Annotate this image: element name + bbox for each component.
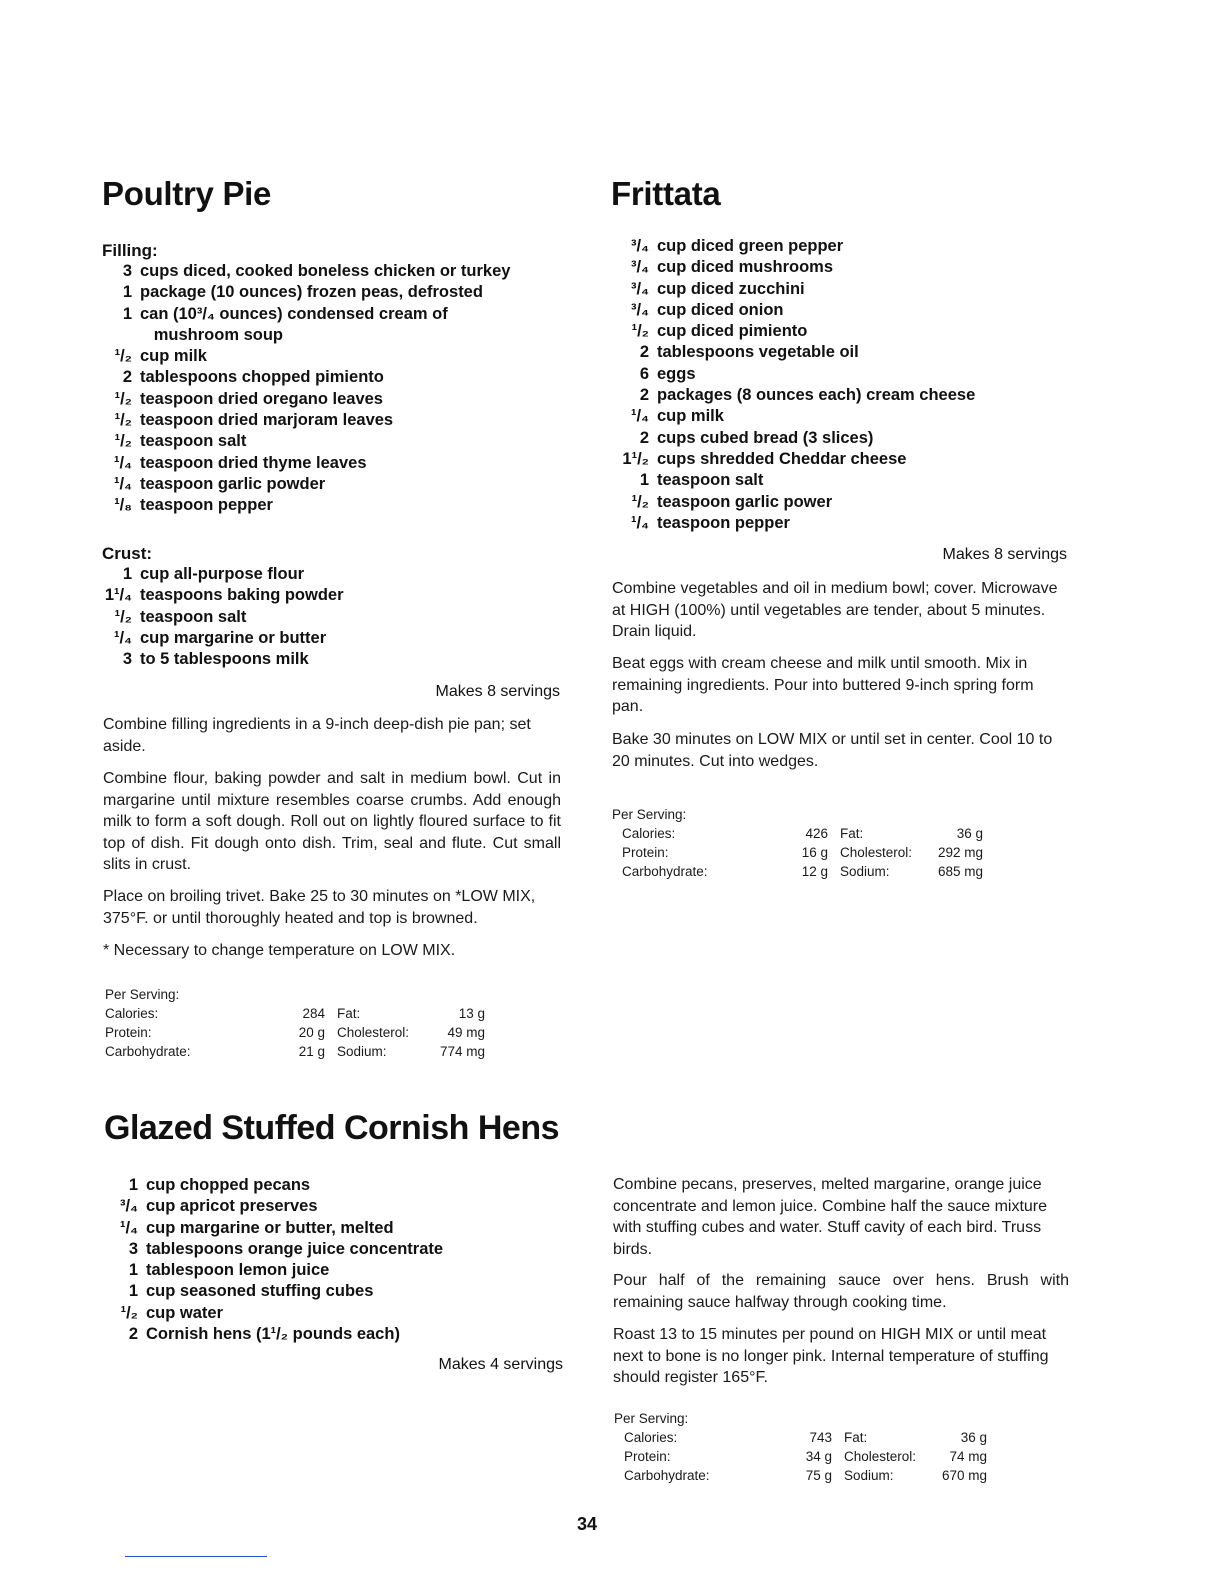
- nutrition-table: [624, 1428, 987, 1485]
- nutrition-row: [105, 1004, 485, 1023]
- cornish-hens-step-1: Combine pecans, preserves, melted margarine, orange juice concentrate and lemon juice. Combine half the sauce mixture with stuffing cubes and water. Stuff cavity of each bird. Truss birds.: [613, 1176, 1048, 1258]
- ingredient-quantity: ¹/₂: [631, 322, 649, 341]
- nutrient-value: 21 g: [298, 1044, 325, 1059]
- ingredient-quantity: ¹/₂: [114, 347, 132, 366]
- nutrient-label: Fat:: [337, 1006, 361, 1021]
- frittata-ingredient-list: [612, 236, 975, 534]
- ingredient-quantity: ¹/₂: [114, 432, 132, 451]
- ingredient-item: [105, 1303, 443, 1324]
- ingredient-item: [102, 431, 510, 452]
- poultry-pie-crust-section: [102, 543, 344, 670]
- ingredient-item: [612, 449, 975, 470]
- ingredient-item: [612, 428, 975, 449]
- ingredient-text: tablespoons vegetable oil: [657, 343, 859, 362]
- frittata-nutrition: [612, 805, 983, 881]
- ingredient-item: [102, 474, 510, 495]
- ingredient-quantity: 1: [639, 471, 649, 490]
- frittata-step-2: Beat eggs with cream cheese and milk until smooth. Mix in remaining ingredients. Pour into buttered 9-inch spring form pan.: [612, 655, 1034, 715]
- per-serving-label: Per Serving:: [612, 807, 687, 822]
- ingredient-item: [102, 367, 510, 388]
- ingredient-text: tablespoons orange juice concentrate: [146, 1239, 444, 1258]
- ingredient-item: [105, 1175, 443, 1196]
- nutrient-value: 75 g: [805, 1468, 832, 1483]
- ingredient-item: [612, 492, 975, 513]
- ingredient-item: [105, 1218, 443, 1239]
- poultry-pie-makes: Makes 8 servings: [435, 683, 560, 700]
- ingredient-quantity: 1: [128, 1176, 138, 1194]
- poultry-pie-footnote: * Necessary to change temperature on LOW MIX.: [103, 942, 456, 959]
- crust-ingredient-list: [102, 564, 344, 670]
- ingredient-item: [102, 282, 510, 303]
- cornish-hens-title: Glazed Stuffed Cornish Hens: [104, 1109, 559, 1147]
- ingredient-quantity: 1: [128, 1282, 138, 1301]
- nutrition-row: [622, 862, 983, 881]
- nutrient-value: 284: [302, 1006, 325, 1021]
- ingredient-text: cups diced, cooked boneless chicken or turkey: [140, 262, 511, 280]
- ingredient-quantity: ³/₄: [631, 237, 649, 255]
- nutrient-value: 292 mg: [938, 845, 984, 860]
- nutrient-label: Sodium:: [840, 864, 890, 879]
- per-serving-label: Per Serving:: [614, 1411, 689, 1426]
- nutrient-label: Carbohydrate:: [105, 1044, 191, 1059]
- per-serving-label: Per Serving:: [105, 987, 180, 1002]
- frittata-ingredients-section: [612, 236, 975, 534]
- poultry-pie-step-1: Combine filling ingredients in a 9-inch deep-dish pie pan; set aside.: [103, 716, 531, 755]
- frittata-step-1: Combine vegetables and oil in medium bowl; cover. Microwave at HIGH (100%) until vegetables are tender, about 5 minutes. Drain liquid.: [612, 580, 1058, 640]
- nutrient-value: 426: [805, 826, 828, 841]
- frittata-step-3: Bake 30 minutes on LOW MIX or until set in center. Cool 10 to 20 minutes. Cut into wedges.: [612, 731, 1053, 770]
- nutrition-row: [105, 1042, 485, 1061]
- nutrient-value: 36 g: [956, 826, 984, 841]
- nutrient-label: Sodium:: [844, 1468, 894, 1483]
- nutrition-table: [622, 824, 983, 881]
- ingredient-text: cup diced zucchini: [657, 279, 805, 298]
- poultry-pie-filling-section: [102, 240, 510, 517]
- ingredient-text: cup diced mushrooms: [657, 258, 834, 277]
- nutrition-row: [105, 1023, 485, 1042]
- nutrient-value: 774 mg: [440, 1044, 486, 1059]
- footer-rule: [125, 1556, 267, 1557]
- nutrient-label: Protein:: [105, 1025, 152, 1040]
- ingredient-text: cup apricot preserves: [146, 1197, 318, 1216]
- ingredient-item: [612, 279, 975, 300]
- ingredient-text: cup margarine or butter, melted: [146, 1218, 394, 1237]
- ingredient-quantity: 1: [122, 283, 132, 302]
- ingredient-item: [102, 649, 344, 670]
- ingredient-item: [102, 325, 510, 346]
- ingredient-item: [102, 495, 510, 516]
- cornish-hens-nutrition: [614, 1409, 987, 1485]
- ingredient-item: [105, 1239, 443, 1260]
- ingredient-item: [105, 1324, 443, 1345]
- ingredient-quantity: ³/₄: [631, 258, 649, 277]
- ingredient-quantity: ¹/₈: [114, 496, 132, 515]
- ingredient-item: [105, 1281, 443, 1302]
- cornish-hens-makes: Makes 4 servings: [438, 1356, 563, 1373]
- nutrient-value: 685 mg: [938, 864, 984, 879]
- nutrient-value: 36 g: [960, 1430, 988, 1445]
- ingredient-quantity: 1¹/₄: [104, 586, 132, 605]
- ingredient-quantity: 1: [122, 304, 132, 323]
- ingredient-item: [612, 342, 975, 363]
- ingredient-quantity: 1: [128, 1261, 138, 1280]
- ingredient-item: [105, 1260, 443, 1281]
- nutrient-label: Cholesterol:: [844, 1449, 917, 1464]
- ingredient-quantity: ¹/₄: [631, 407, 649, 426]
- ingredient-item: [102, 410, 510, 431]
- nutrient-value: 12 g: [801, 864, 828, 879]
- nutrition-row: [624, 1428, 987, 1447]
- ingredient-text: cup diced onion: [657, 300, 784, 319]
- ingredient-item: [102, 346, 510, 367]
- cornish-hens-step-3: Roast 13 to 15 minutes per pound on HIGH MIX or until meat next to bone is no longer pink. Internal temperature of stuffing should register 165°F.: [613, 1326, 1049, 1386]
- ingredient-text: cups cubed bread (3 slices): [657, 428, 874, 447]
- ingredient-quantity: ¹/₄: [114, 453, 132, 472]
- ingredient-item: [612, 470, 975, 491]
- ingredient-text: package (10 ounces) frozen peas, defrosted: [140, 283, 483, 302]
- nutrient-label: Sodium:: [337, 1044, 387, 1059]
- ingredient-quantity: ¹/₄: [114, 628, 132, 647]
- nutrient-label: Carbohydrate:: [624, 1468, 710, 1483]
- nutrient-value: 670 mg: [942, 1468, 988, 1483]
- ingredient-item: [612, 236, 975, 257]
- frittata-makes: Makes 8 servings: [942, 546, 1067, 563]
- ingredient-text: cup margarine or butter: [140, 628, 327, 647]
- cornish-hens-ingredient-list: [105, 1175, 443, 1345]
- ingredient-text: teaspoon salt: [657, 471, 764, 490]
- nutrient-label: Cholesterol:: [337, 1025, 410, 1040]
- ingredient-item: [612, 257, 975, 278]
- nutrient-label: Fat:: [844, 1430, 868, 1445]
- nutrient-label: Protein:: [624, 1449, 671, 1464]
- poultry-pie-step-3: Place on broiling trivet. Bake 25 to 30 minutes on *LOW MIX, 375°F. or until thoroughly heated and top is browned.: [103, 888, 536, 927]
- ingredient-quantity: 2: [639, 428, 649, 447]
- frittata-title: Frittata: [611, 175, 721, 212]
- ingredient-text: cup milk: [140, 347, 207, 366]
- ingredient-item: [612, 300, 975, 321]
- ingredient-text: teaspoon dried marjoram leaves: [140, 411, 394, 430]
- ingredient-text: to 5 tablespoons milk: [140, 650, 309, 669]
- filling-label: Filling:: [102, 241, 158, 260]
- page-number: 34: [577, 1514, 598, 1534]
- ingredient-text: teaspoon pepper: [140, 496, 273, 515]
- cornish-hens-step-2: Pour half of the remaining sauce over hens. Brush with remaining sauce halfway through cooking time.: [613, 1272, 1069, 1311]
- ingredient-quantity: 3: [122, 262, 132, 280]
- nutrient-label: Fat:: [840, 826, 864, 841]
- ingredient-item: [102, 261, 510, 282]
- ingredient-quantity: 1: [122, 565, 132, 583]
- nutrition-table: [105, 1004, 485, 1061]
- ingredient-quantity: 2: [639, 386, 649, 405]
- ingredient-text: cup all-purpose flour: [140, 565, 305, 583]
- ingredient-item: [612, 385, 975, 406]
- ingredient-quantity: 6: [639, 364, 649, 383]
- ingredient-quantity: ¹/₂: [114, 411, 132, 430]
- ingredient-quantity: ¹/₂: [631, 492, 649, 511]
- ingredient-text: teaspoon dried oregano leaves: [140, 389, 383, 408]
- ingredient-item: [102, 564, 344, 585]
- cornish-hens-ingredients-section: [105, 1175, 443, 1345]
- ingredient-item: [612, 513, 975, 534]
- crust-label: Crust:: [102, 544, 153, 563]
- ingredient-text: can (10³/₄ ounces) condensed cream of: [140, 304, 448, 323]
- ingredient-item: [102, 585, 344, 606]
- ingredient-text: cup milk: [657, 407, 724, 426]
- ingredient-item: [102, 628, 344, 649]
- nutrient-value: 34 g: [805, 1449, 832, 1464]
- ingredient-quantity: ³/₄: [631, 279, 649, 298]
- nutrient-value: 49 mg: [447, 1025, 486, 1040]
- poultry-pie-nutrition: [105, 985, 485, 1061]
- ingredient-quantity: [102, 325, 140, 346]
- ingredient-quantity: ¹/₂: [114, 389, 132, 408]
- filling-ingredient-list: [102, 261, 510, 517]
- nutrient-label: Cholesterol:: [840, 845, 913, 860]
- ingredient-quantity: 2: [122, 368, 132, 387]
- ingredient-quantity: ¹/₄: [120, 1218, 138, 1237]
- ingredient-text: cup diced green pepper: [657, 237, 844, 255]
- ingredient-item: [612, 364, 975, 385]
- nutrient-value: 20 g: [298, 1025, 325, 1040]
- ingredient-quantity: ¹/₄: [631, 513, 649, 532]
- poultry-pie-step-2: Combine flour, baking powder and salt in medium bowl. Cut in margarine until mixture resembles coarse crumbs. Add enough milk to form a soft dough. Roll out on lightly floured surface to fit top of dish. Fit dough onto dish. Trim, seal and flute. Cut small slits in crust.: [103, 770, 561, 873]
- nutrient-value: 13 g: [458, 1006, 486, 1021]
- nutrition-row: [624, 1447, 987, 1466]
- ingredient-text: teaspoon pepper: [657, 513, 790, 532]
- ingredient-quantity: ¹/₂: [120, 1303, 138, 1322]
- nutrient-label: Protein:: [622, 845, 669, 860]
- nutrition-row: [622, 824, 983, 843]
- ingredient-quantity: 3: [128, 1239, 138, 1258]
- ingredient-quantity: 3: [122, 650, 132, 669]
- ingredient-quantity: ¹/₄: [114, 474, 132, 493]
- ingredient-item: [105, 1196, 443, 1217]
- ingredient-text: cup chopped pecans: [146, 1176, 311, 1194]
- ingredient-item: [102, 389, 510, 410]
- nutrient-label: Carbohydrate:: [622, 864, 708, 879]
- ingredient-item: [102, 453, 510, 474]
- ingredient-text: cup diced pimiento: [657, 322, 808, 341]
- ingredient-text: tablespoons chopped pimiento: [140, 368, 384, 387]
- ingredient-text: tablespoon lemon juice: [146, 1261, 330, 1280]
- ingredient-text: eggs: [657, 364, 696, 383]
- ingredient-text: teaspoon garlic power: [657, 492, 833, 511]
- nutrient-value: 743: [809, 1430, 832, 1445]
- ingredient-quantity: ³/₄: [631, 300, 649, 319]
- ingredient-quantity: ³/₄: [120, 1197, 138, 1216]
- ingredient-item: [612, 321, 975, 342]
- ingredient-quantity: ¹/₂: [114, 607, 132, 626]
- ingredient-text: teaspoon salt: [140, 607, 247, 626]
- ingredient-text: packages (8 ounces each) cream cheese: [657, 386, 976, 405]
- nutrition-row: [622, 843, 983, 862]
- ingredient-text: teaspoon garlic powder: [140, 474, 326, 493]
- ingredient-item: [612, 406, 975, 427]
- nutrient-value: 74 mg: [949, 1449, 988, 1464]
- nutrient-label: Calories:: [105, 1006, 159, 1021]
- ingredient-text: teaspoon dried thyme leaves: [140, 453, 367, 472]
- ingredient-text: teaspoons baking powder: [140, 586, 344, 605]
- ingredient-text: cup seasoned stuffing cubes: [146, 1282, 374, 1301]
- nutrition-row: [624, 1466, 987, 1485]
- nutrient-label: Calories:: [624, 1430, 678, 1445]
- ingredient-text: mushroom soup: [140, 325, 284, 344]
- ingredient-item: [102, 304, 510, 325]
- nutrient-label: Calories:: [622, 826, 676, 841]
- ingredient-text: Cornish hens (1¹/₂ pounds each): [146, 1325, 400, 1344]
- ingredient-quantity: 1¹/₂: [622, 449, 649, 468]
- poultry-pie-title: Poultry Pie: [102, 175, 272, 212]
- ingredient-quantity: 2: [639, 343, 649, 362]
- ingredient-text: cups shredded Cheddar cheese: [657, 449, 907, 468]
- nutrient-value: 16 g: [801, 845, 828, 860]
- ingredient-text: cup water: [146, 1303, 224, 1322]
- ingredient-quantity: 2: [128, 1325, 138, 1344]
- ingredient-item: [102, 607, 344, 628]
- ingredient-text: teaspoon salt: [140, 432, 247, 451]
